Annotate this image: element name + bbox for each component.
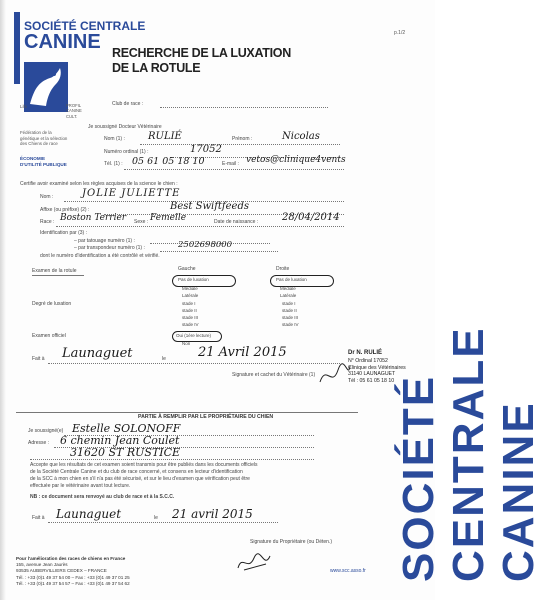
logo-sub-line: PROFIL	[66, 103, 82, 108]
officiel-opt-0: Oui (1ère lecture)	[176, 333, 212, 338]
page-number: p.1/2	[394, 30, 406, 36]
vet-tel-label: Tél. (1) :	[104, 161, 123, 167]
droite-stade-4: stade IV	[282, 322, 299, 327]
dog-puce-label: – par transpondeur numéro (1) :	[74, 245, 145, 251]
club-label: Club de race :	[112, 101, 144, 107]
vet-ordre-value: 17052	[190, 144, 222, 155]
gauche-opt-0: Pas de luxation	[178, 277, 209, 282]
officiel-opt-1: Non	[182, 341, 191, 346]
dog-affixe-label: Affixe (ou préfixe) (2) :	[40, 207, 90, 213]
vet-tel-value: 05 61 05 18 10	[132, 156, 205, 167]
gauche-opt-1: Médiale	[182, 286, 198, 291]
logo-sub-line: CULT.	[66, 113, 78, 119]
gauche-stade-4: stade IV	[182, 322, 199, 327]
dog-puce-value: 2502698000	[178, 240, 233, 250]
document-title: RECHERCHE DE LA LUXATION	[112, 46, 291, 60]
owner-fait-value: Launaguet	[56, 507, 122, 521]
gauche-stade-3: stade III	[182, 315, 199, 320]
gauche-stade-2: stade II	[182, 308, 197, 313]
logo-sub	[20, 104, 27, 110]
owner-signature	[236, 550, 276, 576]
exam-gauche: Gauche	[178, 266, 196, 272]
dog-dob-value: 28/04/2014	[282, 212, 340, 223]
vet-nom-label: Nom (1) :	[104, 136, 125, 142]
vet-ordre-label: Numéro ordinal (1) :	[104, 149, 149, 155]
vet-intro: Je soussigné Docteur Vétérinaire	[88, 124, 162, 130]
stamp-city: 31140 LAUNAGUET	[348, 371, 396, 378]
dog-certify: Certifie avoir examiné selon les règles acquises de la science le chien :	[20, 181, 178, 187]
side-info-line: des Chiens de race	[20, 141, 58, 146]
dog-sexe-label: Sexe :	[134, 219, 149, 225]
owner-header: PARTIE À REMPLIR PAR LE PROPRIÉTAIRE DU CHIEN	[138, 414, 274, 420]
owner-para3: de la SCC à mon chien en s'il n'a pas été sécurisé, et sur le lieu d'examen que vérification peut être	[30, 476, 250, 482]
owner-nom-value: Estelle SOLONOFF	[72, 422, 181, 435]
footer-url[interactable]: www.scc.asso.fr	[330, 568, 366, 574]
dog-logo-icon	[24, 62, 68, 112]
footer-line2: 155, avenue Jean Jaurès	[16, 562, 68, 568]
footer-line3: 93535 AUBERVILLIERS CEDEX – FRANCE	[16, 568, 107, 574]
vet-nom-value: RULIÉ	[148, 131, 182, 142]
vet-signature	[318, 360, 352, 390]
dog-nom-label: Nom :	[40, 194, 54, 200]
vet-email-label: E-mail :	[222, 161, 239, 167]
droite-stade-1: stade I	[282, 301, 296, 306]
watermark	[354, 72, 543, 600]
fait-le-label: le	[162, 356, 166, 362]
vet-prenom-value: Nicolas	[282, 131, 320, 142]
droite-stade-2: stade II	[282, 308, 297, 313]
fait-le-value: 21 Avril 2015	[198, 345, 287, 360]
logo-bar	[14, 12, 20, 84]
side-info-line: génétique et la sélection	[20, 135, 68, 141]
degre-label: Degré de luxation	[32, 301, 72, 307]
owner-adresse-value: 6 chemin Jean Coulet	[60, 434, 180, 447]
owner-le-value: 21 avril 2015	[172, 507, 253, 521]
gauche-opt-2: Latérale	[182, 293, 199, 298]
scan-edge	[0, 0, 6, 600]
logo-sub-right	[66, 103, 82, 119]
owner-para4: effectuée par le vétérinaire avant tout lecture.	[30, 483, 131, 489]
logo-sub-line: Life	[20, 104, 28, 109]
stamp-addr: Clinique des Vétérinaires	[348, 364, 406, 371]
signature-vet-label: Signature et cachet du Vétérinaire (1)	[232, 372, 316, 378]
owner-cp-value: 31620 ST RUSTICE	[70, 446, 181, 459]
owner-signature-label: Signature du Propriétaire (ou Déten.)	[250, 539, 332, 545]
stamp-ordre: N° Ordinal 17052	[348, 357, 388, 364]
dog-sexe-value: Femelle	[150, 213, 187, 223]
footer-line1: Pour l'amélioration des races de chiens en France	[16, 556, 126, 561]
stamp-tel: Tél : 05 61 05 18 10	[348, 378, 395, 385]
owner-adresse-label: Adresse :	[28, 440, 50, 446]
officiel-label: Examen officiel	[32, 333, 66, 339]
fait-a-label: Fait à	[32, 356, 45, 362]
droite-opt-1: Médiale	[280, 286, 296, 291]
side-blue-line: ÉCONOMIE	[20, 156, 46, 161]
side-info	[20, 130, 67, 147]
vet-tel-line	[124, 169, 344, 170]
dog-dob-label: Date de naissance :	[214, 219, 259, 225]
droite-opt-2: Latérale	[280, 293, 297, 298]
owner-cp-line	[30, 459, 314, 460]
dog-nom-value: JOLIE JULIETTE	[82, 188, 181, 199]
dog-affixe-value: Best Swiftfeeds	[170, 201, 249, 212]
stamp-name: Dr N. RULIÉ	[348, 350, 383, 356]
exam-header: Examen de la rotule	[32, 268, 77, 274]
dog-race-line	[56, 226, 344, 227]
vet-email-value: vetos@clinique4vents	[246, 155, 346, 165]
footer-line5: Tél. : +33 (0)1 49 37 54 57 – Fax : +33 (0)1 49 37 54 62	[16, 580, 130, 586]
droite-stade-3: stade III	[282, 315, 299, 320]
side-info-line: Fédération de la	[20, 130, 52, 135]
vet-stamp	[348, 350, 406, 385]
fait-a-value: Launaguet	[62, 346, 133, 361]
droite-opt-0: Pas de luxation	[276, 277, 307, 282]
footer-line4: Tél. : +33 (0)1 49 37 54 00 – Fax : +33 (0)1 49 37 01 25	[16, 574, 130, 580]
footer	[16, 556, 130, 587]
logo-line1: SOCIÉTÉ CENTRALE	[24, 19, 146, 33]
owner-nom-label: Je soussigné(e)	[28, 428, 64, 434]
dog-tatouage-label: – par tatouage numéro (1) :	[74, 238, 135, 244]
logo-line2: CANINE	[24, 31, 101, 53]
dog-id-label: Identification par (3) :	[40, 230, 87, 236]
owner-fait-line	[48, 522, 278, 523]
logo-sub-line: CANINE	[66, 108, 82, 114]
owner-para1: Accepte que les résultats de cet examen soient transmis pour être publiés dans les documents officiels	[30, 462, 258, 468]
side-blue	[20, 156, 67, 167]
vet-prenom-label: Prénom :	[232, 136, 253, 142]
dog-puce-line	[160, 251, 278, 252]
side-blue-line: D'UTILITÉ PUBLIQUE	[20, 161, 67, 167]
owner-le-label: le	[154, 515, 158, 521]
vet-nom-line	[140, 144, 340, 145]
owner-para2: de la Société Centrale Canine et du club de race concerné, et consens en lecteur d'identification	[30, 469, 243, 475]
exam-droite: Droite	[276, 266, 290, 272]
dog-race-value: Boston Terrier	[60, 213, 127, 223]
dog-race-label: Race :	[40, 219, 55, 225]
fait-line	[48, 363, 340, 364]
owner-fait-label: Fait à	[32, 515, 45, 521]
document-subtitle: DE LA ROTULE	[112, 61, 201, 75]
club-line	[160, 107, 328, 108]
gauche-stade-1: stade I	[182, 301, 196, 306]
dog-verify: dont le numéro d'identification a été contrôlé et vérifié.	[40, 253, 160, 259]
watermark-label: SOCIÉTÉ CENTRALE CANINE	[394, 326, 543, 582]
exam-header-underline	[32, 275, 84, 276]
owner-top-line	[16, 412, 358, 413]
owner-note: NB : ce document sera renvoyé au club de race et à la S.C.C.	[30, 494, 175, 500]
